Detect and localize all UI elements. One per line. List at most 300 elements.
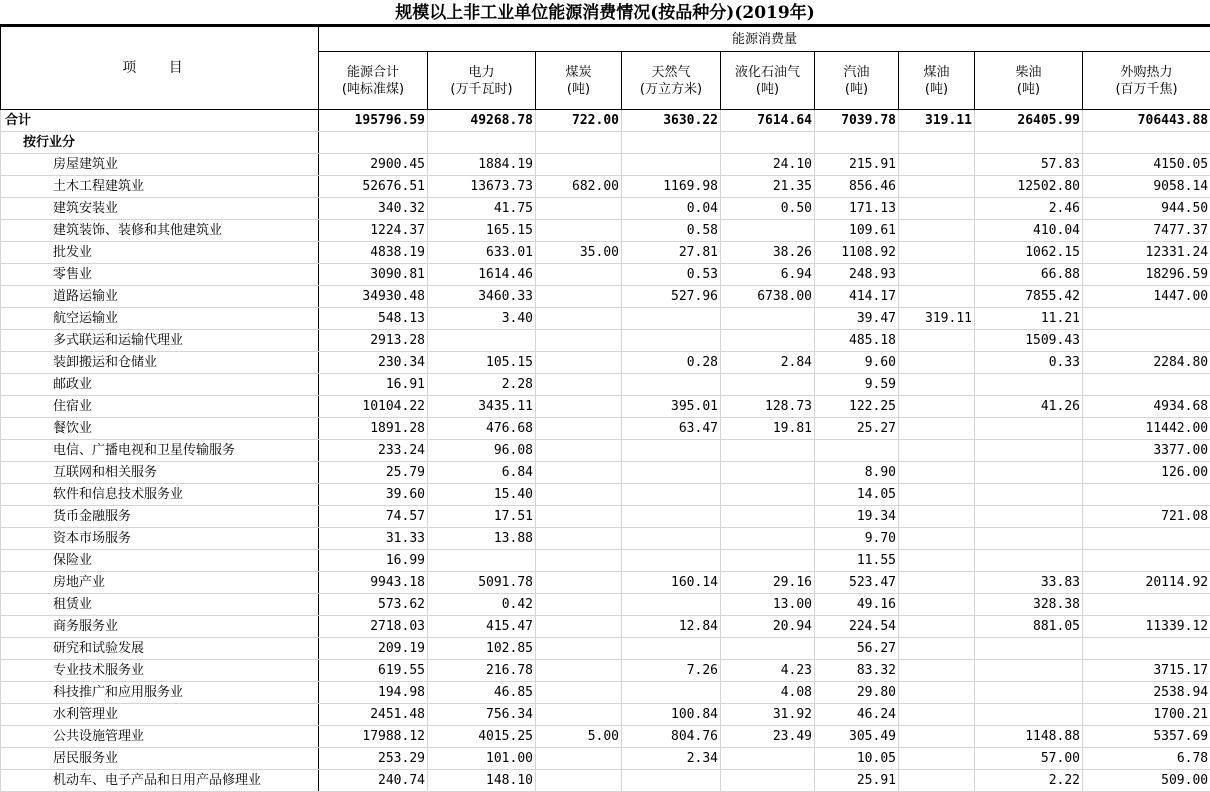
value-cell: 410.04: [975, 220, 1083, 242]
value-cell: 96.08: [428, 440, 536, 462]
value-cell: 881.05: [975, 616, 1083, 638]
value-cell: 4.08: [721, 682, 815, 704]
value-cell: 2913.28: [319, 330, 428, 352]
value-cell: 216.78: [428, 660, 536, 682]
value-cell: 11.21: [975, 308, 1083, 330]
row-label: 货币金融服务: [1, 506, 319, 528]
value-cell: 1148.88: [975, 726, 1083, 748]
value-cell: [536, 770, 622, 792]
value-cell: 6.94: [721, 264, 815, 286]
table-row: [1, 418, 1210, 440]
value-cell: 160.14: [622, 572, 721, 594]
value-cell: 1614.46: [428, 264, 536, 286]
value-cell: 944.50: [1083, 198, 1210, 220]
value-cell: [899, 176, 975, 198]
value-cell: 0.04: [622, 198, 721, 220]
row-label: 资本市场服务: [1, 528, 319, 550]
value-cell: 1169.98: [622, 176, 721, 198]
value-cell: [536, 440, 622, 462]
column-header-unit: (吨): [538, 81, 619, 98]
value-cell: 25.79: [319, 462, 428, 484]
value-cell: [721, 330, 815, 352]
value-cell: [622, 638, 721, 660]
value-cell: 24.10: [721, 154, 815, 176]
value-cell: 11339.12: [1083, 616, 1210, 638]
value-cell: 2.34: [622, 748, 721, 770]
value-cell: [622, 550, 721, 572]
table-row: [1, 264, 1210, 286]
value-cell: 33.83: [975, 572, 1083, 594]
value-cell: [899, 198, 975, 220]
value-cell: 2.46: [975, 198, 1083, 220]
value-cell: [1083, 550, 1210, 572]
value-cell: [975, 132, 1083, 154]
table-row: [1, 462, 1210, 484]
value-cell: [975, 528, 1083, 550]
value-cell: [536, 528, 622, 550]
row-label: 居民服务业: [1, 748, 319, 770]
column-header-unit: (吨标准煤): [321, 81, 425, 98]
table-row: [1, 594, 1210, 616]
value-cell: [975, 418, 1083, 440]
value-cell: 20.94: [721, 616, 815, 638]
value-cell: [536, 572, 622, 594]
value-cell: 19.81: [721, 418, 815, 440]
value-cell: 29.80: [815, 682, 899, 704]
value-cell: [428, 550, 536, 572]
value-cell: 230.34: [319, 352, 428, 374]
value-cell: 5357.69: [1083, 726, 1210, 748]
value-cell: 633.01: [428, 242, 536, 264]
value-cell: 66.88: [975, 264, 1083, 286]
value-cell: 4015.25: [428, 726, 536, 748]
value-cell: [428, 330, 536, 352]
value-cell: [622, 682, 721, 704]
value-cell: [899, 748, 975, 770]
value-cell: 3.40: [428, 308, 536, 330]
value-cell: 26405.99: [975, 110, 1083, 132]
value-cell: [899, 330, 975, 352]
value-cell: [975, 660, 1083, 682]
value-cell: 224.54: [815, 616, 899, 638]
value-cell: 8.90: [815, 462, 899, 484]
value-cell: [721, 506, 815, 528]
value-cell: 9058.14: [1083, 176, 1210, 198]
column-header-unit: (吨): [977, 81, 1080, 98]
value-cell: 18296.59: [1083, 264, 1210, 286]
column-header-name: 柴油: [977, 64, 1080, 81]
value-cell: 7614.64: [721, 110, 815, 132]
value-cell: 165.15: [428, 220, 536, 242]
value-cell: [536, 484, 622, 506]
value-cell: 5.00: [536, 726, 622, 748]
value-cell: [536, 396, 622, 418]
value-cell: [536, 704, 622, 726]
column-header: [899, 52, 975, 110]
value-cell: [536, 748, 622, 770]
table-row: [1, 726, 1210, 748]
value-cell: [1083, 374, 1210, 396]
column-header-unit: (百万千焦): [1085, 81, 1208, 98]
value-cell: 52676.51: [319, 176, 428, 198]
value-cell: 195796.59: [319, 110, 428, 132]
value-cell: 102.85: [428, 638, 536, 660]
column-header-name: 天然气: [624, 64, 718, 81]
value-cell: 548.13: [319, 308, 428, 330]
value-cell: 56.27: [815, 638, 899, 660]
value-cell: 105.15: [428, 352, 536, 374]
item-header: 项 目: [1, 27, 319, 110]
value-cell: [1083, 132, 1210, 154]
value-cell: [899, 660, 975, 682]
value-cell: [721, 550, 815, 572]
value-cell: 682.00: [536, 176, 622, 198]
value-cell: [721, 748, 815, 770]
value-cell: [975, 682, 1083, 704]
value-cell: [1083, 528, 1210, 550]
value-cell: 7855.42: [975, 286, 1083, 308]
value-cell: 6.84: [428, 462, 536, 484]
column-header-name: 外购热力: [1085, 64, 1208, 81]
value-cell: 209.19: [319, 638, 428, 660]
value-cell: 1062.15: [975, 242, 1083, 264]
row-label: 电信、广播电视和卫星传输服务: [1, 440, 319, 462]
value-cell: [721, 220, 815, 242]
value-cell: [975, 638, 1083, 660]
column-header: [721, 52, 815, 110]
column-header: [815, 52, 899, 110]
table-row: [1, 616, 1210, 638]
value-cell: [899, 726, 975, 748]
value-cell: 756.34: [428, 704, 536, 726]
value-cell: [536, 220, 622, 242]
column-header-unit: (万千瓦时): [430, 81, 533, 98]
value-cell: 9.59: [815, 374, 899, 396]
table-row: [1, 352, 1210, 374]
column-header-name: 煤油: [901, 64, 972, 81]
column-header-name: 电力: [430, 64, 533, 81]
table-row: [1, 528, 1210, 550]
table-row: [1, 308, 1210, 330]
row-label: 零售业: [1, 264, 319, 286]
row-label: 装卸搬运和仓储业: [1, 352, 319, 374]
value-cell: [721, 484, 815, 506]
value-cell: [721, 638, 815, 660]
energy-consumption-table: [0, 26, 1210, 792]
row-label: 建筑安装业: [1, 198, 319, 220]
value-cell: 0.42: [428, 594, 536, 616]
value-cell: 395.01: [622, 396, 721, 418]
table-row: [1, 484, 1210, 506]
value-cell: [622, 484, 721, 506]
row-label: 餐饮业: [1, 418, 319, 440]
value-cell: 2.22: [975, 770, 1083, 792]
value-cell: [899, 594, 975, 616]
table-row: [1, 550, 1210, 572]
value-cell: [975, 704, 1083, 726]
column-header: [428, 52, 536, 110]
value-cell: 9.70: [815, 528, 899, 550]
value-cell: 17988.12: [319, 726, 428, 748]
table-row: [1, 198, 1210, 220]
row-label: 按行业分: [1, 132, 319, 154]
value-cell: [536, 352, 622, 374]
value-cell: 2538.94: [1083, 682, 1210, 704]
table-row: [1, 242, 1210, 264]
section-row: [1, 132, 1210, 154]
value-cell: 476.68: [428, 418, 536, 440]
value-cell: 4838.19: [319, 242, 428, 264]
value-cell: [899, 572, 975, 594]
row-label: 航空运输业: [1, 308, 319, 330]
value-cell: [975, 550, 1083, 572]
value-cell: 35.00: [536, 242, 622, 264]
value-cell: [536, 154, 622, 176]
value-cell: 148.10: [428, 770, 536, 792]
value-cell: [622, 594, 721, 616]
value-cell: 12331.24: [1083, 242, 1210, 264]
value-cell: [975, 440, 1083, 462]
energy-group-header: 能源消费量: [319, 27, 1210, 52]
row-label: 研究和试验发展: [1, 638, 319, 660]
table-row: [1, 770, 1210, 792]
value-cell: [899, 770, 975, 792]
value-cell: [622, 132, 721, 154]
value-cell: 34930.48: [319, 286, 428, 308]
row-label: 软件和信息技术服务业: [1, 484, 319, 506]
value-cell: 2.28: [428, 374, 536, 396]
value-cell: 126.00: [1083, 462, 1210, 484]
value-cell: 1509.43: [975, 330, 1083, 352]
value-cell: 1224.37: [319, 220, 428, 242]
value-cell: [536, 550, 622, 572]
table-row: [1, 638, 1210, 660]
value-cell: 100.84: [622, 704, 721, 726]
value-cell: 0.28: [622, 352, 721, 374]
value-cell: [899, 550, 975, 572]
value-cell: 101.00: [428, 748, 536, 770]
value-cell: [899, 440, 975, 462]
value-cell: 12502.80: [975, 176, 1083, 198]
value-cell: 1447.00: [1083, 286, 1210, 308]
value-cell: 4934.68: [1083, 396, 1210, 418]
value-cell: 194.98: [319, 682, 428, 704]
value-cell: 7477.37: [1083, 220, 1210, 242]
value-cell: [721, 528, 815, 550]
value-cell: 46.24: [815, 704, 899, 726]
value-cell: [899, 616, 975, 638]
value-cell: 215.91: [815, 154, 899, 176]
table-row: [1, 704, 1210, 726]
row-label: 商务服务业: [1, 616, 319, 638]
row-label: 房屋建筑业: [1, 154, 319, 176]
value-cell: 240.74: [319, 770, 428, 792]
value-cell: [1083, 638, 1210, 660]
value-cell: 0.50: [721, 198, 815, 220]
value-cell: 527.96: [622, 286, 721, 308]
row-label: 土木工程建筑业: [1, 176, 319, 198]
row-label: 机动车、电子产品和日用产品修理业: [1, 770, 319, 792]
value-cell: 14.05: [815, 484, 899, 506]
table-row: [1, 506, 1210, 528]
value-cell: 46.85: [428, 682, 536, 704]
value-cell: [721, 132, 815, 154]
value-cell: [975, 484, 1083, 506]
value-cell: 3090.81: [319, 264, 428, 286]
value-cell: 721.08: [1083, 506, 1210, 528]
value-cell: 4.23: [721, 660, 815, 682]
value-cell: [899, 352, 975, 374]
value-cell: 9943.18: [319, 572, 428, 594]
value-cell: 2718.03: [319, 616, 428, 638]
table-row: [1, 440, 1210, 462]
value-cell: [899, 264, 975, 286]
value-cell: 340.32: [319, 198, 428, 220]
value-cell: [975, 462, 1083, 484]
value-cell: [622, 154, 721, 176]
value-cell: 328.38: [975, 594, 1083, 616]
value-cell: [536, 198, 622, 220]
value-cell: 2900.45: [319, 154, 428, 176]
value-cell: 4150.05: [1083, 154, 1210, 176]
value-cell: [899, 462, 975, 484]
value-cell: 31.33: [319, 528, 428, 550]
value-cell: 16.99: [319, 550, 428, 572]
value-cell: [899, 154, 975, 176]
value-cell: 9.60: [815, 352, 899, 374]
value-cell: 804.76: [622, 726, 721, 748]
value-cell: 2284.80: [1083, 352, 1210, 374]
value-cell: 31.92: [721, 704, 815, 726]
value-cell: 41.26: [975, 396, 1083, 418]
value-cell: 415.47: [428, 616, 536, 638]
value-cell: 49.16: [815, 594, 899, 616]
value-cell: [536, 462, 622, 484]
value-cell: [536, 308, 622, 330]
table-row: [1, 220, 1210, 242]
value-cell: [622, 462, 721, 484]
value-cell: 0.53: [622, 264, 721, 286]
value-cell: 2.84: [721, 352, 815, 374]
value-cell: 509.00: [1083, 770, 1210, 792]
value-cell: 3715.17: [1083, 660, 1210, 682]
value-cell: 13.88: [428, 528, 536, 550]
row-label: 合计: [1, 110, 319, 132]
table-row: [1, 660, 1210, 682]
value-cell: [1083, 308, 1210, 330]
value-cell: [721, 440, 815, 462]
value-cell: 305.49: [815, 726, 899, 748]
column-header-unit: (吨): [817, 81, 896, 98]
value-cell: [899, 286, 975, 308]
table-row: [1, 396, 1210, 418]
value-cell: 253.29: [319, 748, 428, 770]
column-header: [536, 52, 622, 110]
value-cell: 2451.48: [319, 704, 428, 726]
value-cell: [536, 660, 622, 682]
row-label: 专业技术服务业: [1, 660, 319, 682]
value-cell: [536, 374, 622, 396]
value-cell: 0.33: [975, 352, 1083, 374]
table-row: [1, 572, 1210, 594]
value-cell: 23.49: [721, 726, 815, 748]
value-cell: [975, 374, 1083, 396]
value-cell: [622, 308, 721, 330]
value-cell: [622, 528, 721, 550]
value-cell: [1083, 330, 1210, 352]
row-label: 建筑装饰、装修和其他建筑业: [1, 220, 319, 242]
value-cell: [899, 396, 975, 418]
value-cell: 0.58: [622, 220, 721, 242]
value-cell: 523.47: [815, 572, 899, 594]
row-label: 租赁业: [1, 594, 319, 616]
value-cell: 19.34: [815, 506, 899, 528]
value-cell: 414.17: [815, 286, 899, 308]
row-label: 道路运输业: [1, 286, 319, 308]
value-cell: 706443.88: [1083, 110, 1210, 132]
header-row-group: [1, 27, 1210, 52]
value-cell: [536, 264, 622, 286]
value-cell: 3377.00: [1083, 440, 1210, 462]
value-cell: [536, 616, 622, 638]
table-row: [1, 330, 1210, 352]
row-label: 房地产业: [1, 572, 319, 594]
row-label: 多式联运和运输代理业: [1, 330, 319, 352]
value-cell: 233.24: [319, 440, 428, 462]
row-label: 公共设施管理业: [1, 726, 319, 748]
value-cell: 1884.19: [428, 154, 536, 176]
value-cell: 619.55: [319, 660, 428, 682]
value-cell: 13.00: [721, 594, 815, 616]
row-label: 批发业: [1, 242, 319, 264]
value-cell: 17.51: [428, 506, 536, 528]
value-cell: 319.11: [899, 110, 975, 132]
column-header-name: 汽油: [817, 64, 896, 81]
value-cell: [899, 132, 975, 154]
row-label: 住宿业: [1, 396, 319, 418]
value-cell: [536, 682, 622, 704]
value-cell: 10104.22: [319, 396, 428, 418]
value-cell: 39.47: [815, 308, 899, 330]
column-header: [975, 52, 1083, 110]
value-cell: 16.91: [319, 374, 428, 396]
row-label: 保险业: [1, 550, 319, 572]
value-cell: [899, 418, 975, 440]
value-cell: 38.26: [721, 242, 815, 264]
value-cell: 3630.22: [622, 110, 721, 132]
column-header: [1083, 52, 1210, 110]
table-row: [1, 748, 1210, 770]
total-row: [1, 110, 1210, 132]
value-cell: [975, 506, 1083, 528]
table-title: 规模以上非工业单位能源消费情况(按品种分)(2019年): [0, 0, 1210, 26]
column-header: [319, 52, 428, 110]
value-cell: 7039.78: [815, 110, 899, 132]
value-cell: 13673.73: [428, 176, 536, 198]
value-cell: 41.75: [428, 198, 536, 220]
value-cell: [721, 462, 815, 484]
value-cell: 109.61: [815, 220, 899, 242]
value-cell: [536, 638, 622, 660]
column-header: [622, 52, 721, 110]
value-cell: 5091.78: [428, 572, 536, 594]
value-cell: 128.73: [721, 396, 815, 418]
value-cell: [536, 594, 622, 616]
value-cell: 39.60: [319, 484, 428, 506]
column-header-unit: (万立方米): [624, 81, 718, 98]
value-cell: [815, 440, 899, 462]
value-cell: 3435.11: [428, 396, 536, 418]
